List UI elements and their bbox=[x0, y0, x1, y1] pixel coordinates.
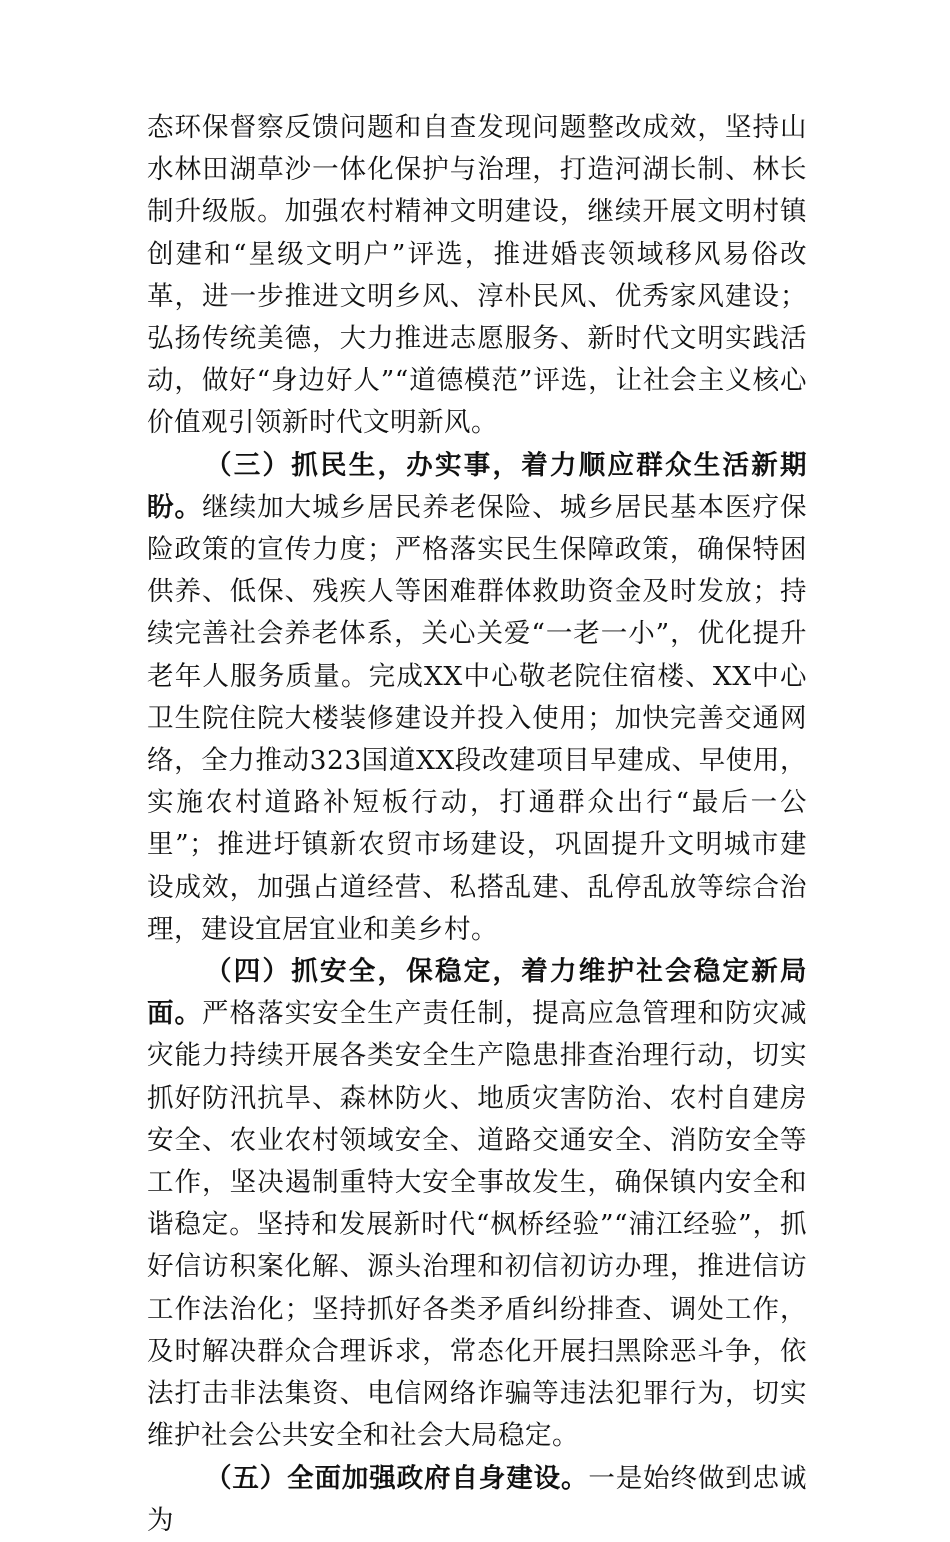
paragraph-safety bbox=[147, 951, 807, 1457]
paragraph-government bbox=[147, 1458, 807, 1542]
section-heading-3: （三）抓民生，办实事，着力顺应群众生活新期盼。 bbox=[147, 449, 807, 523]
section-heading-5: （五）全面加强政府自身建设。 bbox=[205, 1462, 589, 1494]
paragraph-livelihood bbox=[147, 445, 807, 951]
paragraph-text: 态环保督察反馈问题和自查发现问题整改成效，坚持山水林田湖草沙一体化保护与治理，打造河湖长制、林长制升级版。加强农村精神文明建设，继续开展文明村镇创建和“星级文明户”评选，推进婚丧领域移风易俗改革，进一步推进文明乡风、淳朴民风、优秀家风建设；弘扬传统美德，大力推进志愿服务、新时代文明实践活动，做好“身边好人”“道德模范”评选，让社会主义核心价值观引领新时代文明新风。 bbox=[147, 112, 807, 439]
paragraph-ecology bbox=[147, 107, 807, 445]
document-body bbox=[147, 107, 807, 1542]
section-heading-4: （四）抓安全，保稳定，着力维护社会稳定新局面。 bbox=[147, 956, 807, 1030]
paragraph-text: 继续加大城乡居民养老保险、城乡居民基本医疗保险政策的宣传力度；严格落实民生保障政策，确保特困供养、低保、残疾人等困难群体救助资金及时发放；持续完善社会养老体系，关心关爱“一老一小”，优化提升老年人服务质量。完成XX中心敬老院住宿楼、XX中心卫生院住院大楼装修建设并投入使用；加快完善交通网络，全力推动323国道XX段改建项目早建成、早使用，实施农村道路补短板行动，打通群众出行“最后一公里”；推进圩镇新农贸市场建设，巩固提升文明城市建设成效，加强占道经营、私搭乱建、乱停乱放等综合治理，建设宜居宜业和美乡村。 bbox=[147, 491, 808, 945]
paragraph-text: 严格落实安全生产责任制，提高应急管理和防灾减灾能力持续开展各类安全生产隐患排查治理行动，切实抓好防汛抗旱、森林防火、地质灾害防治、农村自建房安全、农业农村领域安全、道路交通安全、消防安全等工作，坚决遏制重特大安全事故发生，确保镇内安全和谐稳定。坚持和发展新时代“枫桥经验”“浦江经验”，抓好信访积案化解、源头治理和初信初访办理，推进信访工作法治化；坚持抓好各类矛盾纠纷排查、调处工作，及时解决群众合理诉求，常态化开展扫黑除恶斗争，依法打击非法集资、电信网络诈骗等违法犯罪行为，切实维护社会公共安全和社会大局稳定。 bbox=[147, 998, 808, 1452]
paragraph-text: 一是始终做到忠诚为 bbox=[147, 1462, 808, 1536]
